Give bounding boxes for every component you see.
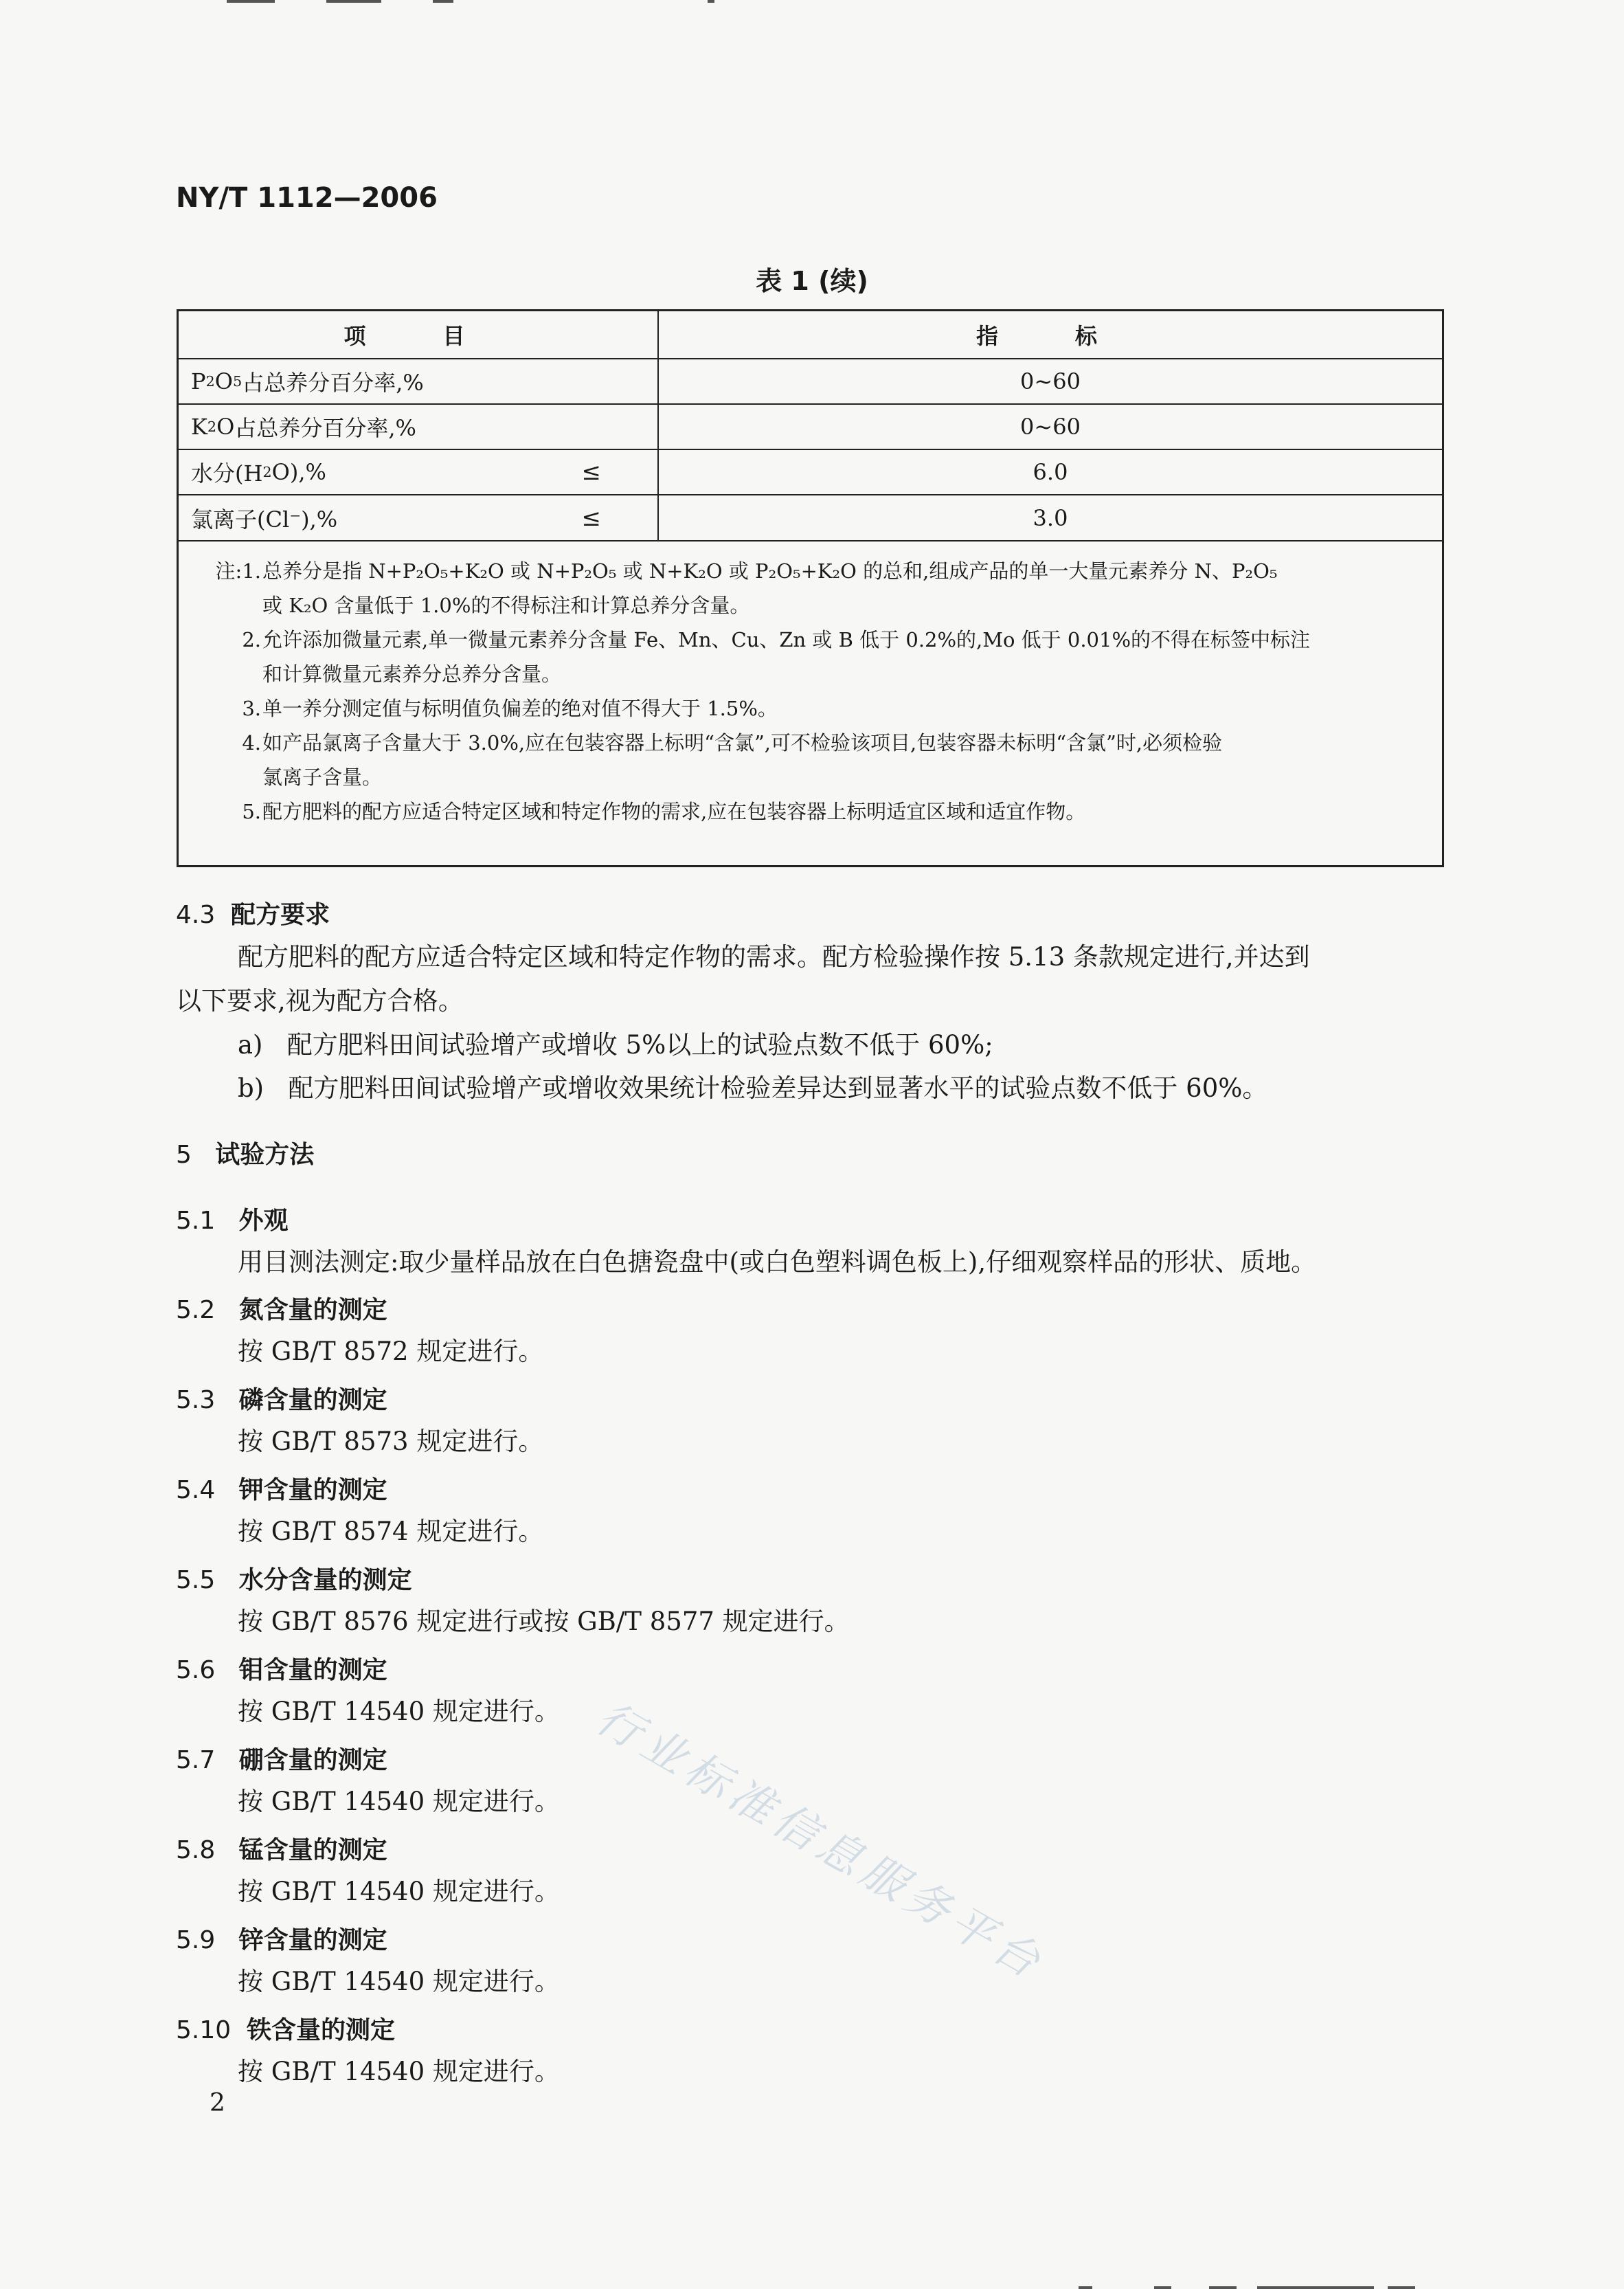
header-item: 项 目 — [343, 323, 493, 349]
subsection-text: 按 GB/T 14540 规定进行。 — [238, 2057, 560, 2086]
subsection-heading: 5.2 氮含量的测定 — [176, 1296, 387, 1324]
subsection-text: 按 GB/T 8573 规定进行。 — [238, 1427, 544, 1456]
subsection-heading: 5.8 锰含量的测定 — [176, 1836, 387, 1864]
list-item: a) 配方肥料田间试验增产或增收 5%以上的试验点数不低于 60%; — [238, 1030, 993, 1060]
note-item: 2. 允许添加微量元素,单一微量元素养分含量 Fe、Mn、Cu、Zn 或 B 低于 0.2%的,Mo 低于 0.01%的不得在标签中标注 和计算微量元素养分总养分含量。 — [242, 628, 1310, 686]
subsection-text: 按 GB/T 14540 规定进行。 — [238, 1877, 560, 1906]
section-4-3-heading: 4.3 配方要求 — [176, 901, 330, 929]
spec-table — [177, 309, 1444, 867]
table-header-row — [179, 311, 1442, 359]
row-value: 0~60 — [657, 359, 1442, 403]
row-item: 氯离子(Cl⁻),% ≤ — [191, 504, 601, 533]
header-value: 指 标 — [657, 311, 1442, 358]
table-notes — [179, 541, 1442, 829]
subsection-heading: 5.3 磷含量的测定 — [176, 1386, 387, 1414]
note-item: 5. 配方肥料的配方应适合特定区域和特定作物的需求,应在包装容器上标明适宜区域和适宜作物。 — [242, 800, 1086, 823]
subsection-heading: 5.7 硼含量的测定 — [176, 1746, 387, 1774]
page-number: 2 — [210, 2089, 225, 2117]
subsection-heading: 5.9 锌含量的测定 — [176, 1926, 387, 1954]
subsection-heading: 5.10 铁含量的测定 — [176, 2016, 396, 2044]
subsection-text: 按 GB/T 8576 规定进行或按 GB/T 8577 规定进行。 — [238, 1607, 850, 1636]
list-item: b) 配方肥料田间试验增产或增收效果统计检验差异达到显著水平的试验点数不低于 60%。 — [238, 1073, 1268, 1103]
document-header: NY/T 1112—2006 — [176, 182, 438, 214]
subsection-text: 按 GB/T 8574 规定进行。 — [238, 1517, 544, 1546]
row-value: 0~60 — [657, 405, 1442, 449]
subsection-text: 按 GB/T 8572 规定进行。 — [238, 1337, 544, 1366]
row-value: 6.0 — [657, 450, 1442, 494]
note-item: 3. 单一养分测定值与标明值负偏差的绝对值不得大于 1.5%。 — [242, 697, 778, 720]
subsection-text: 按 GB/T 14540 规定进行。 — [238, 1787, 560, 1816]
leq-symbol: ≤ — [581, 458, 601, 486]
leq-symbol: ≤ — [581, 504, 601, 532]
subsection-heading: 5.4 钾含量的测定 — [176, 1476, 387, 1504]
subsection-heading: 5.5 水分含量的测定 — [176, 1566, 412, 1594]
subsection-heading: 5.1 外观 — [176, 1207, 289, 1235]
row-item: K 2 O 占总养分百分率,% — [191, 414, 416, 441]
note-item: 4. 如产品氯离子含量大于 3.0%,应在包装容器上标明“含氯”,可不检验该项目,包装容器未标明“含氯”时,必须检验 氯离子含量。 — [242, 731, 1223, 789]
section-4-3-para-line1: 配方肥料的配方应适合特定区域和特定作物的需求。配方检验操作按 5.13 条款规定进行,并达到 — [238, 942, 1310, 972]
subsection-text: 按 GB/T 14540 规定进行。 — [238, 1967, 560, 1996]
subsection-heading: 5.6 钼含量的测定 — [176, 1656, 387, 1684]
watermark: 行业标准信息服务平台 — [587, 1692, 1054, 1991]
table-row — [179, 359, 1442, 405]
section-4-3-para-line2: 以下要求,视为配方合格。 — [176, 986, 464, 1016]
subsection-text: 按 GB/T 14540 规定进行。 — [238, 1697, 560, 1726]
row-item: 水分(H 2 O),% ≤ — [191, 458, 601, 487]
row-value: 3.0 — [657, 495, 1442, 540]
table-row — [179, 405, 1442, 450]
table-caption: 表 1 (续) — [756, 266, 868, 296]
table-row — [179, 495, 1442, 541]
row-item: P 2 O 5 占总养分百分率,% — [191, 368, 424, 396]
section-5-heading: 5 试验方法 — [176, 1141, 315, 1169]
subsection-text: 用目测法测定:取少量样品放在白色搪瓷盘中(或白色塑料调色板上),仔细观察样品的形状、质地。 — [238, 1247, 1317, 1277]
table-row — [179, 450, 1442, 495]
note-item: 注:1. 总养分是指 N+P₂O₅+K₂O 或 N+P₂O₅ 或 N+K₂O 或 P₂O₅+K₂O 的总和,组成产品的单一大量元素养分 N、P₂O₅ 或 K₂O 含量低于 1.0%的不得标注和计算总养分含量。 — [215, 559, 1278, 617]
